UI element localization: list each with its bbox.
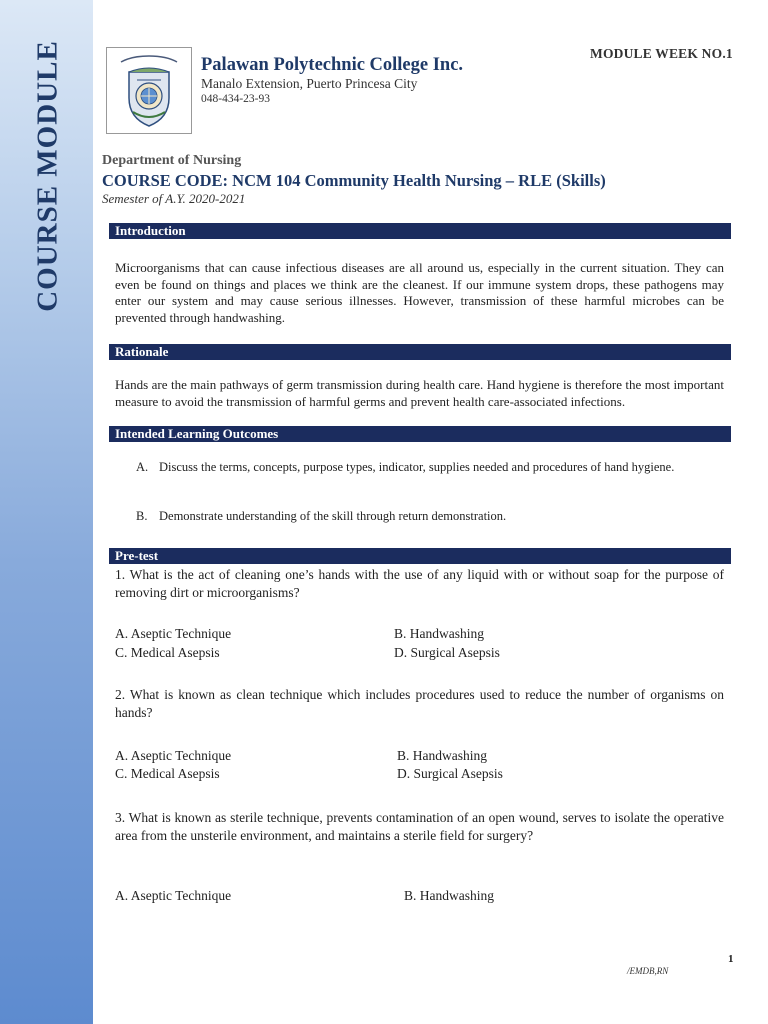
college-logo — [106, 47, 192, 134]
introduction-text: Microorganisms that can cause infectious diseases are all around us, especially in the current situation. They can even be found on things and places we think are the cleanest. If our immune system drops, these pathogens may enter our system and may cause serious illnesses. However, transmission of these harmful microbes can be prevented through handwashing. — [115, 260, 724, 325]
outcomes-heading: Intended Learning Outcomes — [109, 426, 731, 442]
module-week-label: MODULE WEEK NO.1 — [590, 46, 733, 61]
question-2-text: 2. What is known as clean technique which includes procedures used to reduce the number of organisms on hands? — [115, 687, 724, 720]
question-3-text: 3. What is known as sterile technique, prevents contamination of an open wound, serves to isolate the operative area from the unsterile environment, and maintains a sterile field for surgery? — [115, 810, 724, 843]
sidebar-band — [0, 0, 93, 1024]
q2-option-d: D. Surgical Asepsis — [397, 766, 503, 781]
author-initials: /EMDB,RN — [627, 966, 669, 976]
outcome-item — [136, 504, 726, 528]
page-number: 1 — [728, 953, 734, 965]
outcome-item — [136, 455, 726, 479]
outcome-letter: A. — [136, 460, 149, 474]
outcome-letter: B. — [136, 509, 148, 523]
question-1-text: 1. What is the act of cleaning one’s hands with the use of any liquid with or without soap for the purpose of removing dirt or microorganisms? — [115, 567, 724, 600]
department-label: Department of Nursing — [102, 153, 242, 168]
q2-option-c: C. Medical Asepsis — [115, 766, 220, 781]
course-code-title: COURSE CODE: NCM 104 Community Health Nursing – RLE (Skills) — [102, 171, 606, 190]
q1-option-d: D. Surgical Asepsis — [394, 645, 500, 660]
q1-option-b: B. Handwashing — [394, 626, 484, 641]
rationale-text: Hands are the main pathways of germ transmission during health care. Hand hygiene is therefore the most important measure to avoid the transmission of harmful germs and prevent health care-associated infections. — [115, 377, 724, 409]
college-name: Palawan Polytechnic College Inc. — [201, 55, 464, 75]
introduction-heading: Introduction — [109, 223, 731, 239]
rationale-heading: Rationale — [109, 344, 731, 360]
college-seal-icon — [115, 52, 183, 130]
outcome-text: Discuss the terms, concepts, purpose types, indicator, supplies needed and procedures of hand hygiene. — [159, 460, 675, 474]
pretest-heading: Pre-test — [109, 548, 731, 564]
q2-option-a: A. Aseptic Technique — [115, 748, 232, 763]
q3-option-a: A. Aseptic Technique — [115, 888, 232, 903]
q1-option-a: A. Aseptic Technique — [115, 626, 232, 641]
college-address: Manalo Extension, Puerto Princesa City — [201, 76, 418, 91]
q3-option-b: B. Handwashing — [404, 888, 494, 903]
college-phone: 048-434-23-93 — [201, 93, 270, 105]
sidebar-title: COURSE MODULE — [31, 40, 64, 312]
semester-label: Semester of A.Y. 2020-2021 — [102, 191, 246, 206]
outcome-text: Demonstrate understanding of the skill through return demonstration. — [159, 509, 507, 523]
q2-option-b: B. Handwashing — [397, 748, 487, 763]
q1-option-c: C. Medical Asepsis — [115, 645, 220, 660]
